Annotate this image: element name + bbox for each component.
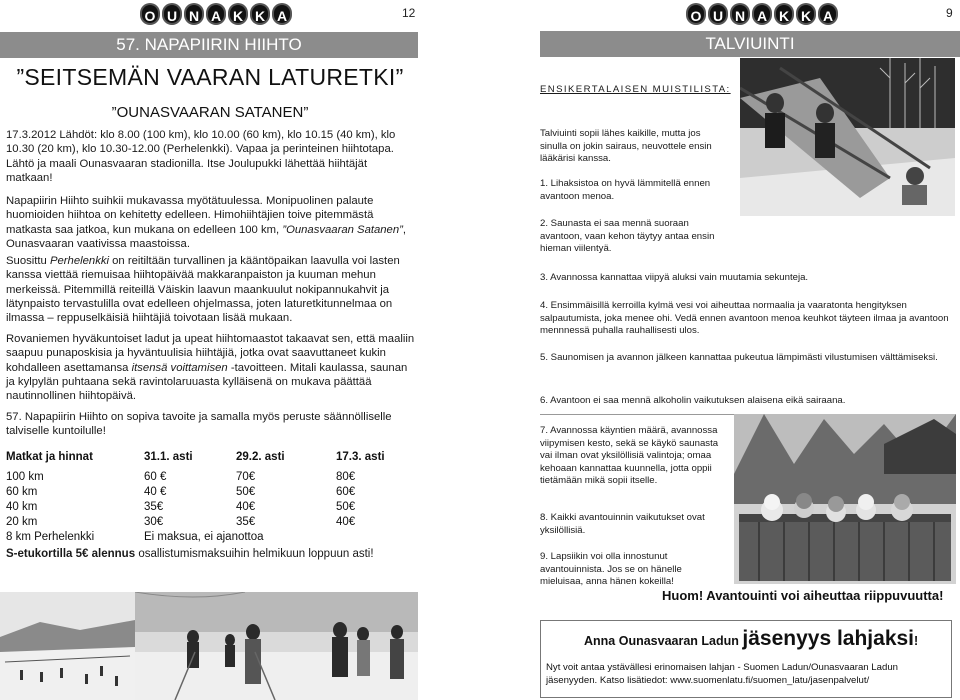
checklist-item-6: 6. Avantoon ei saa mennä alkoholin vaikutuksen alaisena eikä sairaana.	[540, 395, 846, 406]
ski-stadium-photo	[0, 592, 135, 700]
table-row: 8 km Perhelenkki Ei maksua, ei ajanottoa	[6, 530, 264, 543]
paragraph-3: Rovaniemen hyväkuntoiset ladut ja upeat hiihtomaastot takaavat sen, että maaliin saapuu punaposkisia ja hyväntuulisia hiihtäjiä, jotka ovat saavuttaneet kukin kohdalleen asettamansa itsensä voittamisen -tavoitteen. Mitali kaulassa, saunan ja kylpylän puhtaana sekä ravintolaruuasta kylläisenä on mukava päättää nautinnollinen hiihtopäivä.	[6, 333, 415, 403]
banner-talviuinti: TALVIUINTI	[540, 31, 960, 57]
table-header: Matkat ja hinnat 31.1. asti 29.2. asti 17.3. asti	[6, 451, 385, 463]
checklist-item-4: 4. Ensimmäisillä kerroilla kylmä vesi voi aiheuttaa normaalia ja vaaratonta hengityksen salpautumista, joka menee ohi. Vedä ennen avantoon menoa keuhkot täyteen ilmaa ja avantoon mennnessä puhalla rauhallisesti ulos.	[540, 300, 949, 337]
table-row: 60 km 40 € 50€ 60€	[6, 485, 356, 498]
ounakka-logo-left: O U N A K K A	[140, 3, 292, 29]
checklist-item-5: 5. Saunomisen ja avannon jälkeen kannattaa pukeutua lämpimästi vilustumisen välttämiseksi.	[540, 352, 938, 363]
table-row: 40 km 35€ 40€ 50€	[6, 500, 356, 513]
table-row: 20 km 30€ 35€ 40€	[6, 515, 356, 528]
checklist-item-2: 2. Saunasta ei saa mennä suoraan avantoon, vaan kehon täytyy antaa ensin hieman viilentyä.	[540, 218, 715, 255]
paragraph-2: Suosittu Perhelenkki on reitiltään turvallinen ja kääntöpaikan laavulla voi lasten kanssa viettää riemuisaa hiihtopäivää makkaranpaiston ja kuuman mehun merkeissä. Pitemmillä reiteillä Väiskin laavun maankuulut nokipannukahvit ja lätynpaisto tervastulilla ovat edelleen ohjelmassa, joten laturetkitunnelmaa on ilmassa – reppuselkäisiä hiihtäjiä toivotaan lisää mukaan.	[6, 255, 400, 325]
hot-tub-photo	[734, 414, 956, 584]
page-subtitle: ”OUNASVAARAN SATANEN”	[111, 104, 309, 121]
paragraph-4: 57. Napapiirin Hiihto on sopiva tavoite ja samalla myös peruste säännölliselle talviselle kuntoilulle!	[6, 411, 392, 438]
checklist-heading: ENSIKERTALAISEN MUISTILISTA:	[540, 84, 731, 95]
checklist-item-3: 3. Avannossa kannattaa viipyä aluksi vain muutamia sekunteja.	[540, 272, 809, 283]
checklist-item-9: 9. Lapsiikin voi olla innostunut avantouinnista. Jos se on hänelle mieluisaa, anna hänen kokeilla!	[540, 551, 682, 588]
page-number-right: 9	[946, 6, 953, 20]
addiction-warning: Huom! Avantouinti voi aiheuttaa riippuvuutta!	[662, 588, 944, 603]
ounakka-logo-right: O U N A K K A	[686, 3, 838, 29]
paragraph-1: Napapiirin Hiihto suihkii mukavassa myötätuulessa. Monipuolinen palaute huomioiden hiihtoa on kehitetty edelleen. Himohiihtäjien toive pitemmästä matkasta saa jatkoa, kun mukana on edelleen 100 km, ”Ounasvaaran Satanen”, Ounasvaaran vaativissa maastoissa.	[6, 195, 407, 250]
page-number-left: 12	[402, 6, 416, 20]
page-title: ”SEITSEMÄN VAARAN LATURETKI”	[16, 64, 404, 90]
event-intro: 17.3.2012 Lähdöt: klo 8.00 (100 km), klo 10.00 (60 km), klo 10.15 (40 km), klo 10.30 (20 km), klo 10.30-12.00 (Perhelenkki). Vapaa ja perinteinen hiihtotapa. Lähtö ja maali Ounasvaaran stadionilla. Itse Joulupukki lähettää hiihtäjät matkaan!	[6, 129, 396, 184]
checklist-item-1: 1. Lihaksistoa on hyvä lämmitellä ennen avantoon menoa.	[540, 178, 711, 202]
checklist-intro: Talviuinti sopii lähes kaikille, mutta jos sinulla on jokin sairaus, neuvottele ensin lääkärisi kanssa.	[540, 128, 712, 165]
checklist-item-8: 8. Kaikki avantouinnin vaikutukset ovat yksilöllisiä.	[540, 512, 705, 536]
skiers-photo	[135, 592, 418, 700]
ice-swimming-photo	[740, 58, 955, 216]
discount-note: S-etukortilla 5€ alennus osallistumismaksuihin helmikuun loppuun asti!	[6, 548, 374, 560]
membership-text: Nyt voit antaa ystävällesi erinomaisen lahjan - Suomen Ladun/Ounasvaaran Ladun jäsenyyden. Katso lisätiedot: www.suomenlatu.fi/suomen_latu/jasenpalvelut/	[546, 662, 898, 686]
checklist-item-7: 7. Avannossa käyntien määrä, avannossa viipymisen kesto, sekä se käykö saunasta vai ilman ovat yksilöllisiä valintoja; omaa kehoaan kannattaa kuunnella, jotta oppii tietämään mikä sopii itselle.	[540, 425, 719, 487]
membership-title: Anna Ounasvaaran Ladun jäsenyys lahjaksi!	[584, 627, 919, 650]
table-row: 100 km 60 € 70€ 80€	[6, 470, 356, 483]
price-table	[6, 445, 406, 544]
banner-napapiirin-hiihto: 57. NAPAPIIRIN HIIHTO	[0, 32, 418, 58]
